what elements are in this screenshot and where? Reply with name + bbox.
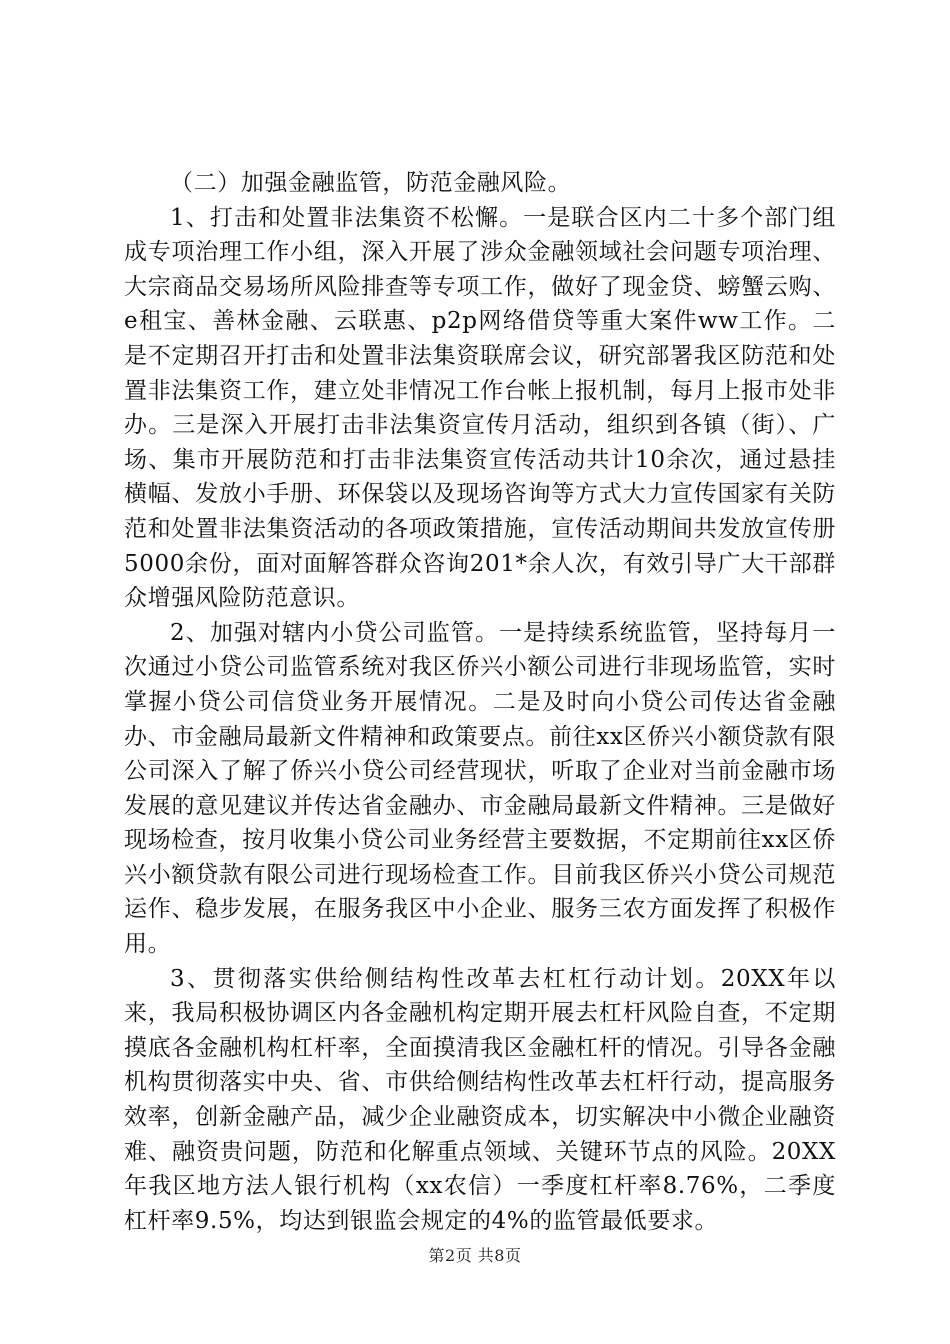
section-heading: （二）加强金融监管，防范金融风险。	[170, 170, 572, 196]
page-number-footer: 第2页 共8页	[428, 1246, 522, 1265]
paragraph-microloan-supervision: 2、加强对辖内小贷公司监管。一是持续系统监管，坚持每月一次通过小贷公司监管系统对我区侨兴小额公司进行非现场监管，实时掌握小贷公司信贷业务开展情况。二是及时向小贷公司传达省金融办、市金融局最新文件精神和政策要点。前往xx区侨兴小额贷款有限公司深入了解了侨兴小贷公司经营现状，听取了企业对当前金融市场发展的意见建议并传达省金融办、市金融局最新文件精神。三是做好现场检查，按月收集小贷公司业务经营主要数据，不定期前往xx区侨兴小额贷款有限公司进行现场检查工作。目前我区侨兴小贷公司规范运作、稳步发展，在服务我区中小企业、服务三农方面发挥了积极作用。	[124, 619, 836, 958]
document-body	[124, 166, 836, 1238]
paragraph-deleveraging: 3、贯彻落实供给侧结构性改革去杠杠行动计划。20XX年以来，我局积极协调区内各金融机构定期开展去杠杆风险自查，不定期摸底各金融机构杠杆率，全面摸清我区金融杠杆的情况。引导各金融机构贯彻落实中央、省、市供给侧结构性改革去杠杆行动，提高服务效率，创新金融产品，减少企业融资成本，切实解决中小微企业融资难、融资贵问题，防范和化解重点领域、关键环节点的风险。20XX年我区地方法人银行机构（xx农信）一季度杠杆率8.76%，二季度杠杆率9.5%，均达到银监会规定的4%的监管最低要求。	[124, 965, 836, 1234]
paragraph-illegal-fundraising: 1、打击和处置非法集资不松懈。一是联合区内二十多个部门组成专项治理工作小组，深入开展了涉众金融领域社会问题专项治理、大宗商品交易场所风险排查等专项工作，做好了现金贷、螃蟹云购、e租宝、善林金融、云联惠、p2p网络借贷等重大案件ww工作。二是不定期召开打击和处置非法集资联席会议，研究部署我区防范和处置非法集资工作，建立处非情况工作台帐上报机制，每月上报市处非办。三是深入开展打击非法集资宣传月活动，组织到各镇（街）、广场、集市开展防范和打击非法集资宣传活动共计10余次，通过悬挂横幅、发放小手册、环保袋以及现场咨询等方式大力宣传国家有关防范和处置非法集资活动的各项政策措施，宣传活动期间共发放宣传册5000余份，面对面解答群众咨询201*余人次，有效引导广大干部群众增强风险防范意识。	[124, 204, 836, 612]
